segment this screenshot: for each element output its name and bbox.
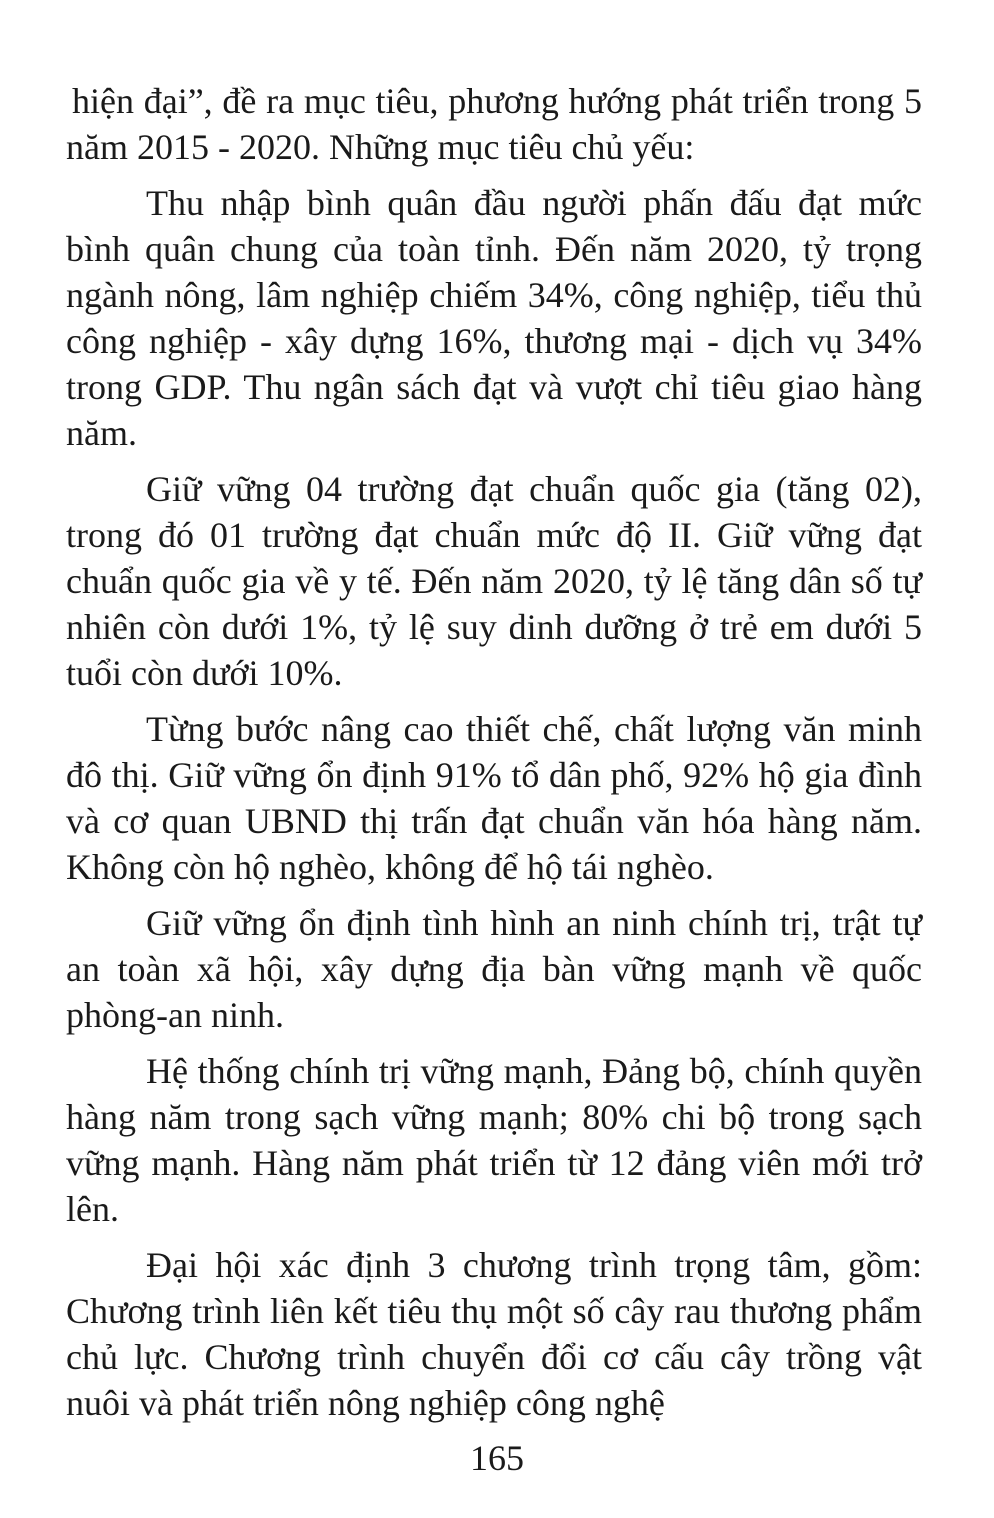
paragraph-1: hiện đại”, đề ra mục tiêu, phương hướng phát triển trong 5 năm 2015 - 2020. Những mục tiêu chủ yếu:: [66, 81, 922, 167]
paragraph-3: Giữ vững 04 trường đạt chuẩn quốc gia (tăng 02), trong đó 01 trường đạt chuẩn mức độ II. Giữ vững đạt chuẩn quốc gia về y tế. Đến năm 2020, tỷ lệ tăng dân số tự nhiên còn dưới 1%, tỷ lệ suy dinh dưỡng ở trẻ em dưới 5 tuổi còn dưới 10%.: [66, 469, 922, 693]
body-text: [66, 78, 922, 1436]
paragraph-5: Giữ vững ổn định tình hình an ninh chính trị, trật tự an toàn xã hội, xây dựng địa bàn vững mạnh về quốc phòng-an ninh.: [66, 903, 922, 1035]
paragraph-2: Thu nhập bình quân đầu người phấn đấu đạt mức bình quân chung của toàn tỉnh. Đến năm 2020, tỷ trọng ngành nông, lâm nghiệp chiếm 34%, công nghiệp, tiểu thủ công nghiệp - xây dựng 16%, thương mại - dịch vụ 34% trong GDP. Thu ngân sách đạt và vượt chỉ tiêu giao hàng năm.: [66, 183, 922, 453]
paragraph-4: Từng bước nâng cao thiết chế, chất lượng văn minh đô thị. Giữ vững ổn định 91% tổ dân phố, 92% hộ gia đình và cơ quan UBND thị trấn đạt chuẩn văn hóa hàng năm. Không còn hộ nghèo, không để hộ tái nghèo.: [66, 709, 922, 887]
paragraph-7: Đại hội xác định 3 chương trình trọng tâm, gồm: Chương trình liên kết tiêu thụ một số cây rau thương phẩm chủ lực. Chương trình chuyển đổi cơ cấu cây trồng vật nuôi và phát triển nông nghiệp công nghệ: [66, 1245, 922, 1423]
page-number: 165: [470, 1438, 524, 1478]
paragraph-6: Hệ thống chính trị vững mạnh, Đảng bộ, chính quyền hàng năm trong sạch vững mạnh; 80% chi bộ trong sạch vững mạnh. Hàng năm phát triển từ 12 đảng viên mới trở lên.: [66, 1051, 922, 1229]
